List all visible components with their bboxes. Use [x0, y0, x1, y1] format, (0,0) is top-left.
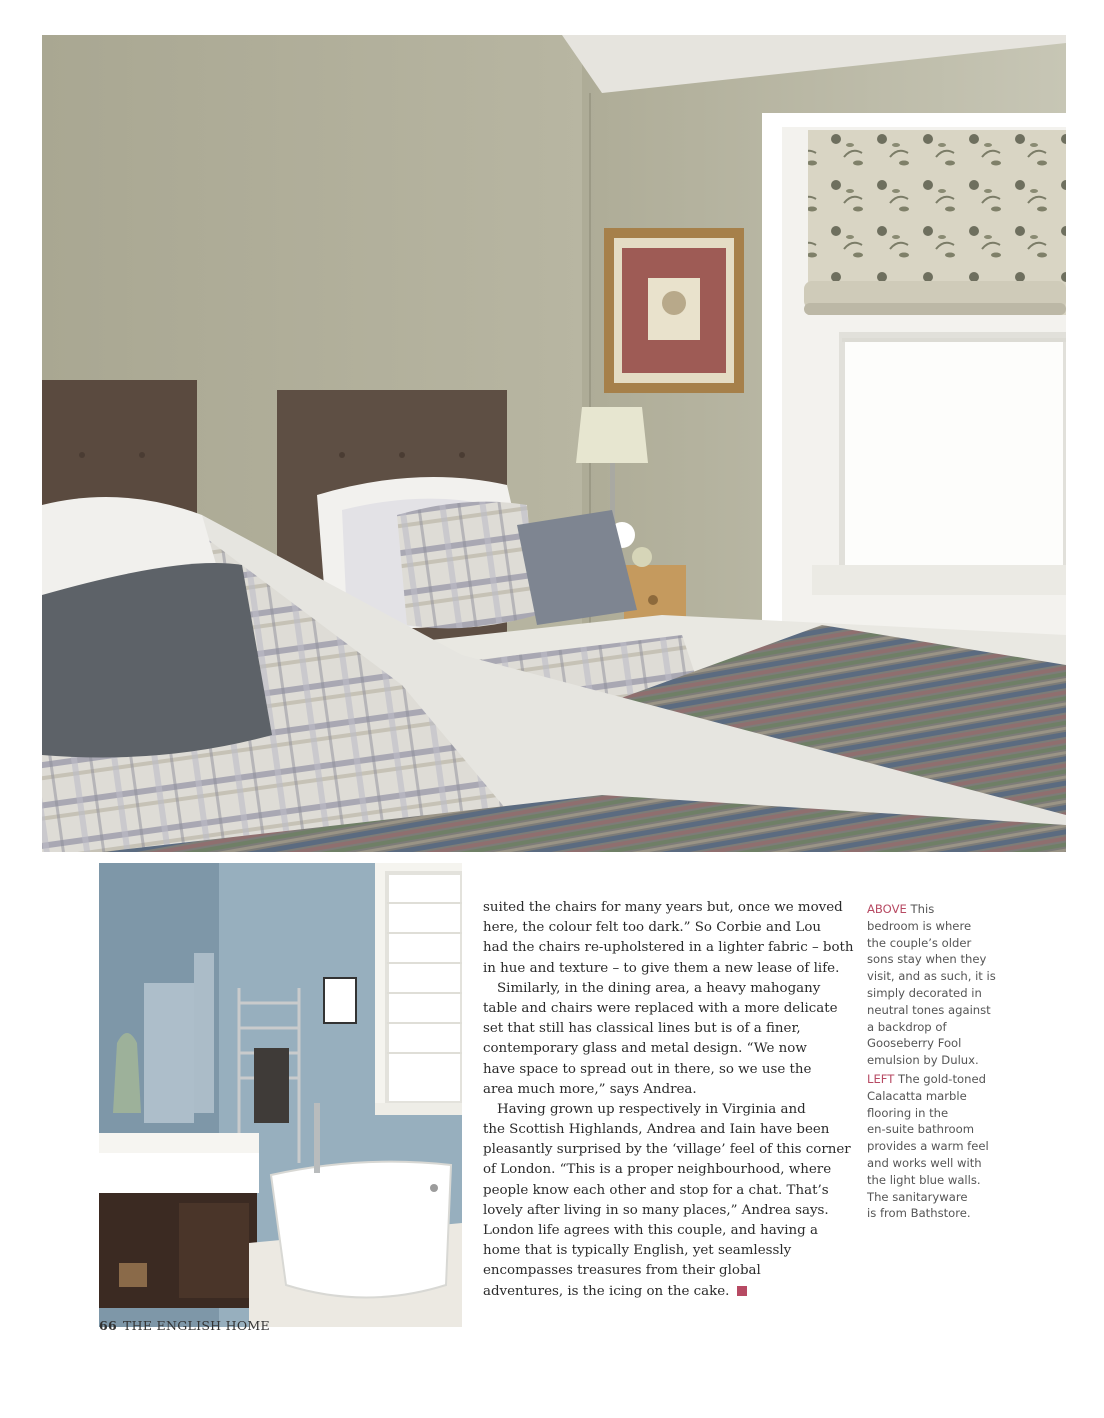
body-line: the Scottish Highlands, Andrea and Iain have been: [483, 1122, 830, 1138]
body-line: had the chairs re-upholstered in a lighter fabric – both: [483, 940, 854, 956]
body-line: Having grown up respectively in Virginia and: [497, 1101, 806, 1117]
body-line: London life agrees with this couple, and having a: [483, 1223, 818, 1238]
body-line: encompasses treasures from their global: [483, 1263, 761, 1279]
caption-line: neutral tones against: [867, 1002, 991, 1017]
caption-left-first-line: [867, 1071, 1017, 1088]
body-line: suited the chairs for many years but, once we moved: [483, 900, 843, 915]
page-footer: [99, 1318, 270, 1333]
caption-line: The sanitaryware: [867, 1189, 968, 1204]
caption-line: The gold-toned: [898, 1071, 986, 1086]
body-line: table and chairs were replaced with a more delicate: [483, 1000, 838, 1016]
caption-line: visit, and as such, it is: [867, 969, 996, 984]
caption-above-label: ABOVE: [867, 902, 907, 916]
caption-line: en-suite bathroom: [867, 1122, 974, 1137]
body-line: have space to spread out in there, so we use the: [483, 1061, 812, 1077]
body-line: of London. “This is a proper neighbourhood, where: [483, 1162, 832, 1178]
caption-line: Gooseberry Fool: [867, 1036, 962, 1051]
caption-line: and works well with: [867, 1155, 982, 1170]
magazine-name: THE ENGLISH HOME: [123, 1318, 270, 1333]
caption-line: the light blue walls.: [867, 1172, 981, 1187]
page-number: 66: [99, 1318, 117, 1333]
body-line: set that still has classical lines but is of a finer,: [483, 1021, 801, 1037]
caption-line: flooring in the: [867, 1105, 949, 1120]
caption-line: is from Bathstore.: [867, 1206, 971, 1221]
article-body: [483, 898, 854, 1302]
caption-left-label: LEFT: [867, 1071, 895, 1086]
caption-line: simply decorated in: [867, 985, 982, 1000]
body-line: in hue and texture – to give them a new lease of life.: [483, 960, 840, 976]
caption-line: bedroom is where: [867, 918, 972, 933]
body-line-last: [483, 1282, 843, 1302]
bedroom-photo: [42, 35, 1066, 852]
body-line: area much more,” says Andrea.: [483, 1081, 697, 1097]
body-line: lovely after living in so many places,” Andrea says.: [483, 1202, 829, 1218]
caption-line: emulsion by Dulux.: [867, 1053, 979, 1068]
caption-line: sons stay when they: [867, 952, 987, 967]
caption-line: the couple’s older: [867, 935, 972, 950]
caption-line: a backdrop of: [867, 1019, 947, 1034]
caption-line: This: [910, 902, 935, 916]
body-line: people know each other and stop for a chat. That’s: [483, 1182, 829, 1198]
body-line: Similarly, in the dining area, a heavy mahogany: [497, 980, 821, 996]
caption-above-first-line: [867, 901, 1017, 918]
bedroom-illustration: [42, 35, 1066, 852]
caption-line: Calacatta marble: [867, 1088, 967, 1103]
body-line-last-text: adventures, is the icing on the cake.: [483, 1283, 730, 1299]
end-of-article-mark: [737, 1286, 747, 1296]
body-line: pleasantly surprised by the ‘village’ feel of this corner: [483, 1142, 851, 1158]
body-line: contemporary glass and metal design. “We now: [483, 1041, 807, 1057]
body-line: home that is typically English, yet seamlessly: [483, 1243, 792, 1259]
bathroom-photo: [99, 863, 462, 1327]
photo-captions: [867, 901, 1017, 1222]
bathroom-illustration: [99, 863, 462, 1327]
caption-line: provides a warm feel: [867, 1139, 989, 1154]
body-line: here, the colour felt too dark.” So Corbie and Lou: [483, 920, 822, 936]
